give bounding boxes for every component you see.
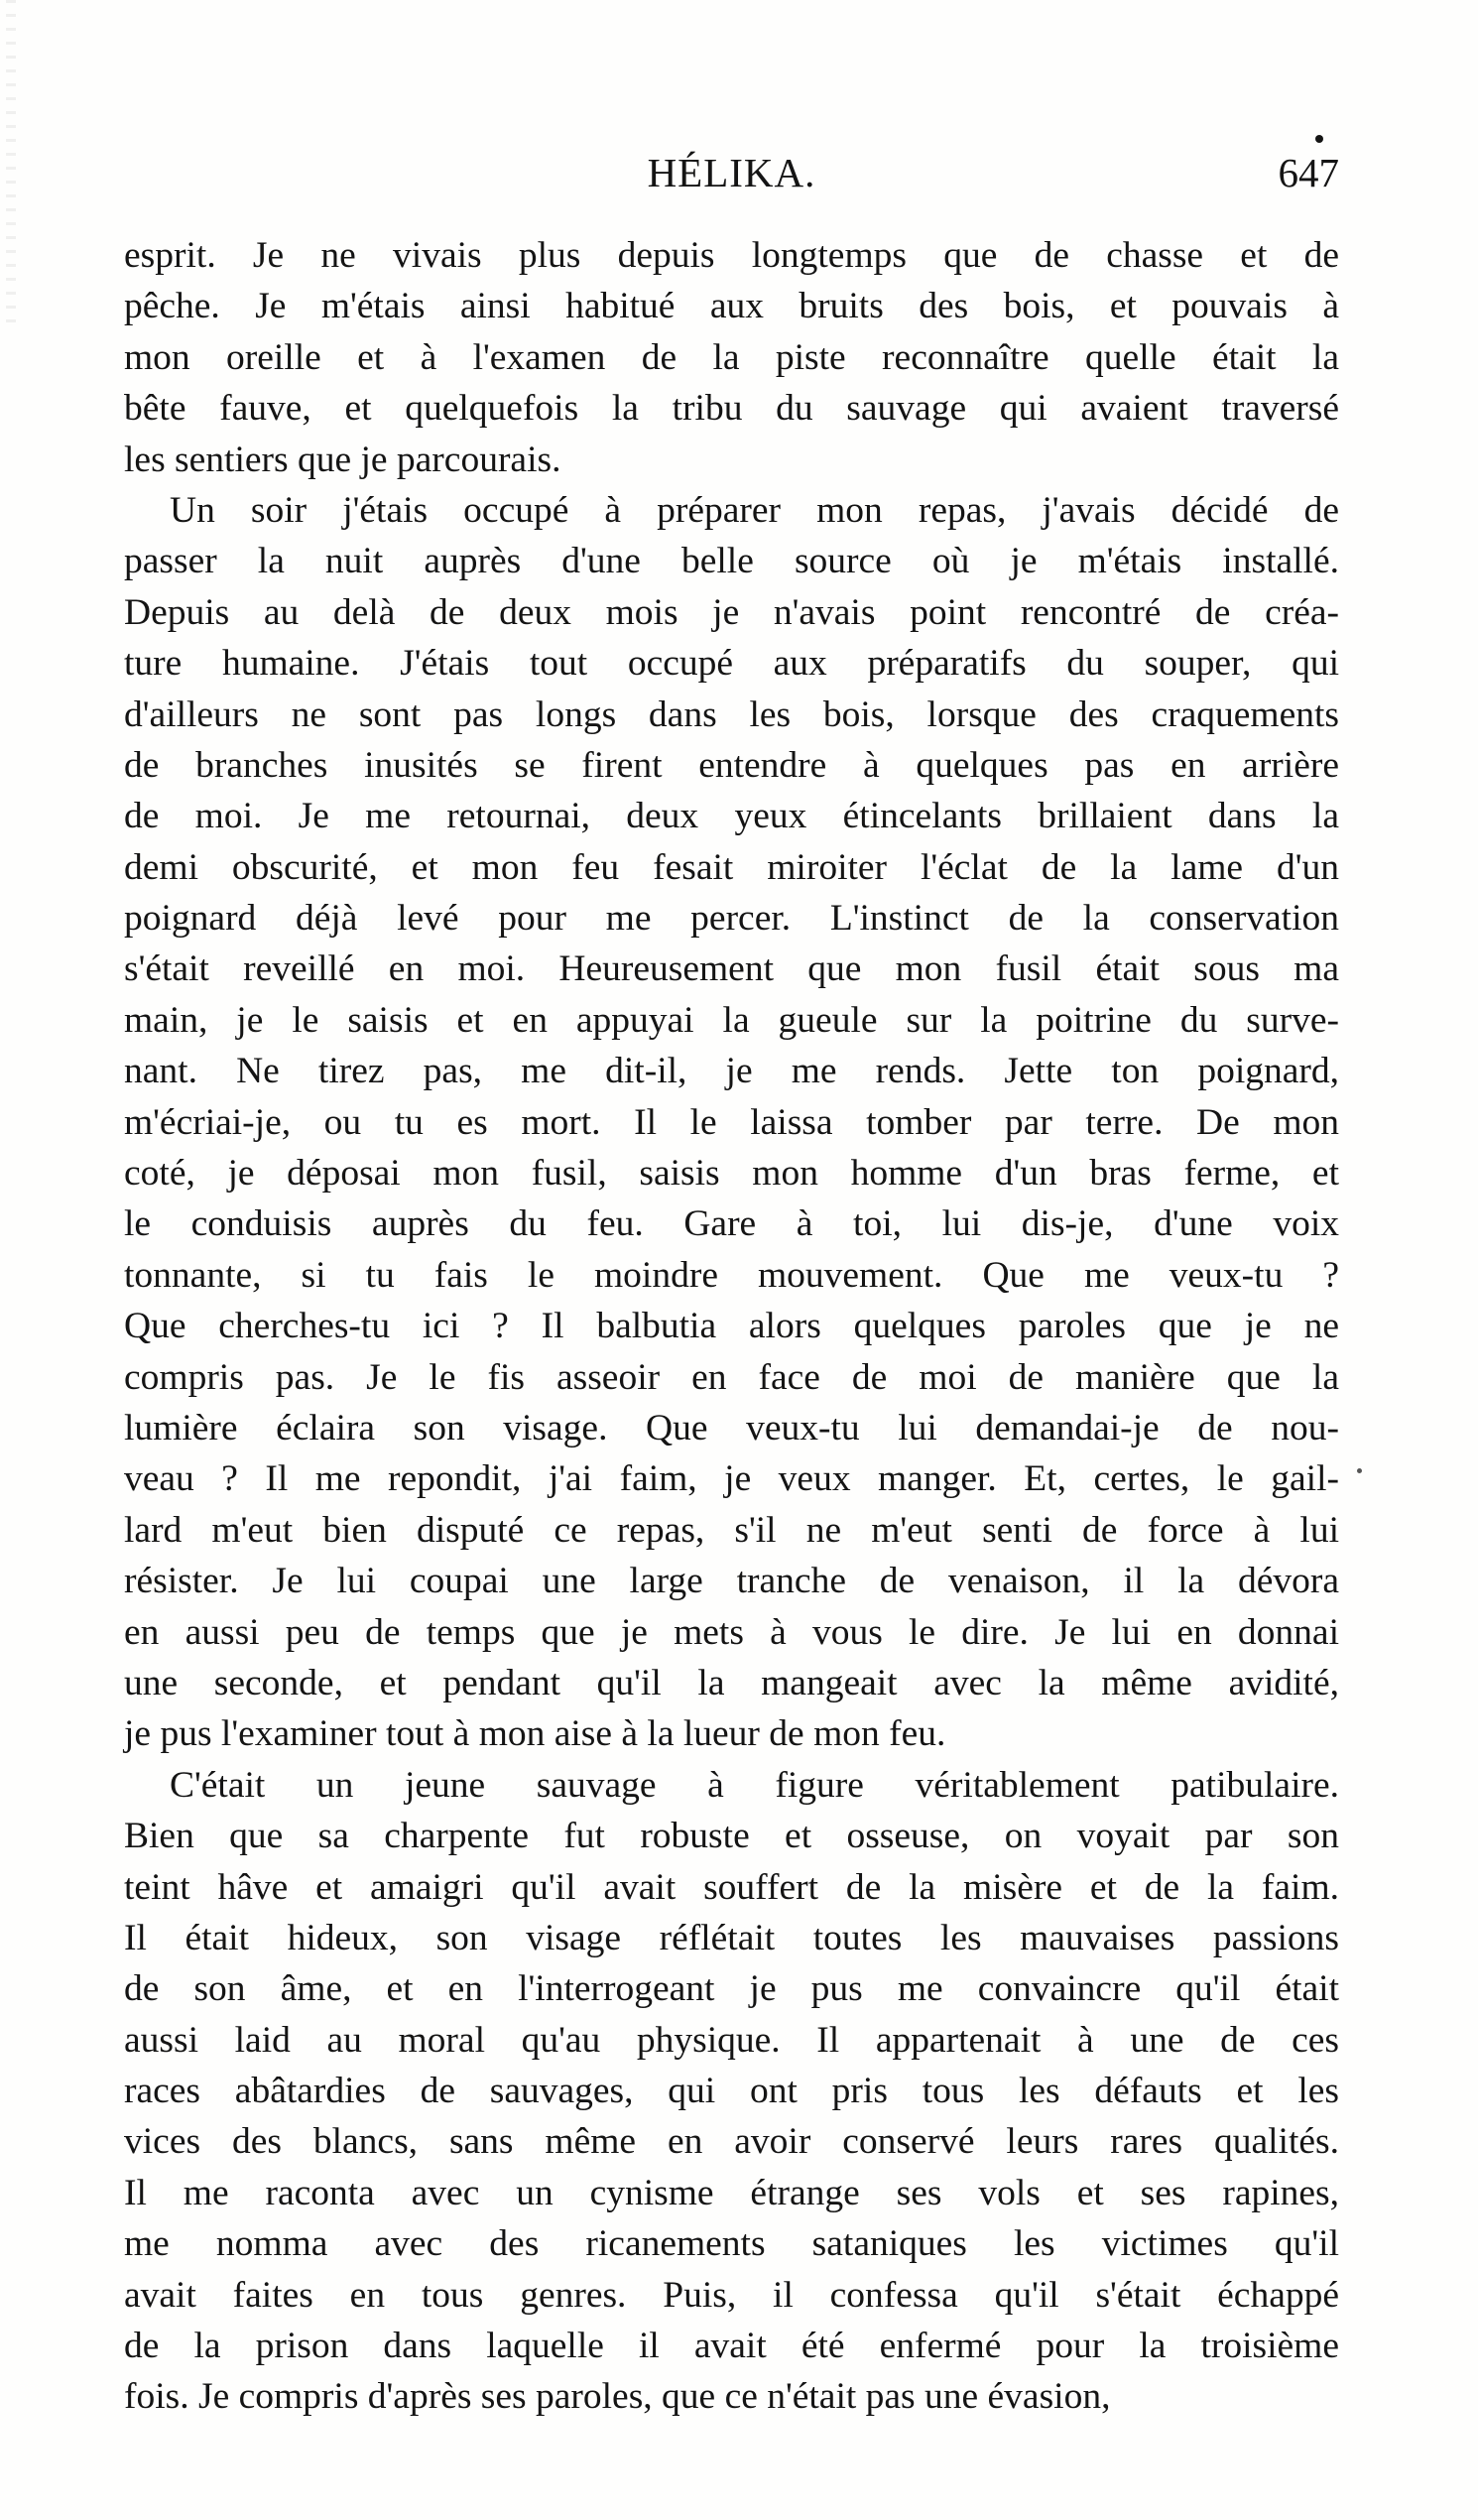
text-line: Il était hideux, son visage réflétait toutes les mauvaises passions: [124, 1917, 1339, 1958]
page-number-text: 647: [1278, 150, 1339, 195]
text-line: veau ? Il me repondit, j'ai faim, je veux manger. Et, certes, le gail-: [124, 1458, 1339, 1500]
text-line: Que cherches-tu ici ? Il balbutia alors quelques paroles que je ne: [124, 1306, 1339, 1347]
text-line: pêche. Je m'étais ainsi habitué aux bruits des bois, et pouvais à: [124, 286, 1339, 327]
margin-ink-mark: [1357, 1468, 1362, 1473]
text-line: demi obscurité, et mon feu fesait miroiter l'éclat de la lame d'un: [124, 846, 1339, 888]
text-line: Il me raconta avec un cynisme étrange ses vols et ses rapines,: [124, 2172, 1339, 2213]
text-line: me nomma avec des ricanements sataniques les victimes qu'il: [124, 2223, 1339, 2265]
text-line: compris pas. Je le fis asseoir en face de moi de manière que la: [124, 1356, 1339, 1398]
text-line: Un soir j'étais occupé à préparer mon repas, j'avais décidé de: [170, 489, 1339, 531]
text-line: lumière éclaira son visage. Que veux-tu lui demandai-je de nou-: [124, 1407, 1339, 1449]
text-line: de moi. Je me retournai, deux yeux étincelants brillaient dans la: [124, 796, 1339, 837]
text-line: esprit. Je ne vivais plus depuis longtemps que de chasse et de: [124, 235, 1339, 276]
text-line: de son âme, et en l'interrogeant je pus me convaincre qu'il était: [124, 1968, 1339, 2010]
text-line: coté, je déposai mon fusil, saisis mon homme d'un bras ferme, et: [124, 1153, 1339, 1195]
text-line: poignard déjà levé pour me percer. L'instinct de la conservation: [124, 898, 1339, 940]
text-line: les sentiers que je parcourais.: [124, 439, 561, 480]
text-line: en aussi peu de temps que je mets à vous le dire. Je lui en donnai: [124, 1611, 1339, 1653]
text-line: lard m'eut bien disputé ce repas, s'il ne m'eut senti de force à lui: [124, 1509, 1339, 1551]
text-line: le conduisis auprès du feu. Gare à toi, lui dis-je, d'une voix: [124, 1203, 1339, 1245]
ink-dot-mark: [1315, 135, 1323, 143]
body-text: [124, 230, 1339, 2423]
text-line: je pus l'examiner tout à mon aise à la lueur de mon feu.: [124, 1713, 946, 1755]
text-line: teint hâve et amaigri qu'il avait souffert de la misère et de la faim.: [124, 1866, 1339, 1908]
text-line: C'était un jeune sauvage à figure véritablement patibulaire.: [170, 1764, 1339, 1806]
text-line: races abâtardies de sauvages, qui ont pris tous les défauts et les: [124, 2071, 1339, 2112]
text-line: de branches inusités se firent entendre à quelques pas en arrière: [124, 744, 1339, 786]
running-head: [124, 149, 1339, 208]
paragraph: [124, 485, 1339, 1760]
text-line: mon oreille et à l'examen de la piste reconnaître quelle était la: [124, 336, 1339, 378]
page-number: [1279, 149, 1340, 196]
text-line: vices des blancs, sans même en avoir conservé leurs rares qualités.: [124, 2121, 1339, 2163]
text-line: s'était reveillé en moi. Heureusement que mon fusil était sous ma: [124, 948, 1339, 990]
text-line: Depuis au delà de deux mois je n'avais point rencontré de créa-: [124, 591, 1339, 633]
text-line: passer la nuit auprès d'une belle source où je m'étais installé.: [124, 541, 1339, 582]
text-line: avait faites en tous genres. Puis, il confessa qu'il s'était échappé: [124, 2274, 1339, 2316]
scan-edge-marks: [6, 0, 16, 327]
text-line: d'ailleurs ne sont pas longs dans les bois, lorsque des craquements: [124, 693, 1339, 735]
text-line: bête fauve, et quelquefois la tribu du sauvage qui avaient traversé: [124, 388, 1339, 430]
text-line: fois. Je compris d'après ses paroles, que ce n'était pas une évasion,: [124, 2376, 1111, 2418]
text-line: ture humaine. J'étais tout occupé aux préparatifs du souper, qui: [124, 643, 1339, 685]
text-line: aussi laid au moral qu'au physique. Il appartenait à une de ces: [124, 2019, 1339, 2061]
text-line: m'écriai-je, ou tu es mort. Il le laissa tomber par terre. De mon: [124, 1101, 1339, 1143]
paragraph: [124, 230, 1339, 485]
text-line: nant. Ne tirez pas, me dit-il, je me rends. Jette ton poignard,: [124, 1051, 1339, 1092]
text-line: de la prison dans laquelle il avait été enfermé pour la troisième: [124, 2326, 1339, 2367]
paragraph: [124, 1760, 1339, 2423]
text-line: résister. Je lui coupai une large tranche de venaison, il la dévora: [124, 1561, 1339, 1602]
running-title: HÉLIKA.: [647, 150, 816, 195]
text-line: une seconde, et pendant qu'il la mangeait avec la même avidité,: [124, 1662, 1339, 1703]
text-line: tonnante, si tu fais le moindre mouvement. Que me veux-tu ?: [124, 1254, 1339, 1296]
text-line: main, je le saisis et en appuyai la gueule sur la poitrine du surve-: [124, 999, 1339, 1041]
text-line: Bien que sa charpente fut robuste et osseuse, on voyait par son: [124, 1816, 1339, 1857]
